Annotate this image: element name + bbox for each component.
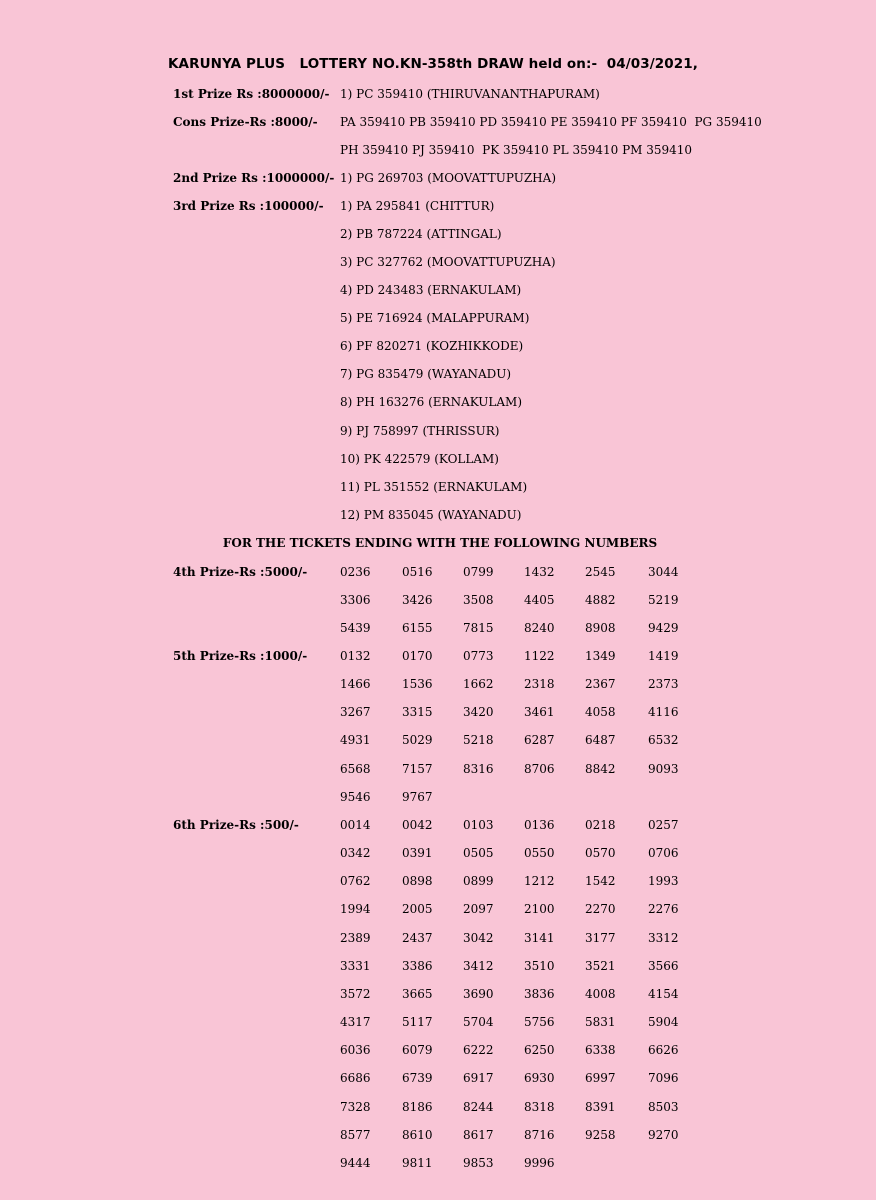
fourth-prize-label: 4th Prize-Rs :5000/- <box>173 565 308 579</box>
ticket-number: 1993 <box>648 874 679 889</box>
ticket-number: 8610 <box>402 1127 433 1142</box>
ticket-number: 2367 <box>585 677 616 692</box>
ticket-number: 3665 <box>402 986 433 1001</box>
third-prize-winner: 3) PC 327762 (MOOVATTUPUZHA) <box>340 255 556 269</box>
ticket-number: 9444 <box>340 1155 371 1170</box>
ticket-number: 2545 <box>585 565 616 579</box>
ticket-number: 3510 <box>524 958 555 973</box>
ticket-number: 2100 <box>524 902 555 917</box>
ticket-number: 8391 <box>585 1099 616 1114</box>
third-prize-winner: 1) PA 295841 (CHITTUR) <box>340 199 495 213</box>
ticket-number: 6287 <box>524 733 555 748</box>
ticket-number: 0042 <box>402 818 433 832</box>
ticket-number: 0899 <box>463 874 494 889</box>
ticket-number: 6532 <box>648 733 679 748</box>
ticket-number: 0391 <box>402 846 433 861</box>
ticket-number: 9767 <box>402 789 433 804</box>
ticket-number: 5117 <box>402 1015 433 1030</box>
ticket-number: 1542 <box>585 874 616 889</box>
ticket-number: 0342 <box>340 846 371 861</box>
ticket-number: 3420 <box>463 705 494 720</box>
ticket-number: 2318 <box>524 677 555 692</box>
ticket-number: 2373 <box>648 677 679 692</box>
ticket-number: 8908 <box>585 621 616 636</box>
ticket-number: 6626 <box>648 1043 679 1058</box>
ticket-number: 3042 <box>463 930 494 945</box>
ticket-number: 5904 <box>648 1015 679 1030</box>
ticket-number: 6930 <box>524 1071 555 1086</box>
ticket-number: 9546 <box>340 789 371 804</box>
ticket-number: 0762 <box>340 874 371 889</box>
third-prize-winner: 11) PL 351552 (ERNAKULAM) <box>340 480 528 494</box>
ticket-number: 9996 <box>524 1155 555 1170</box>
fifth-prize-label: 5th Prize-Rs :1000/- <box>173 649 308 663</box>
ticket-number: 5029 <box>402 733 433 748</box>
ticket-number: 6250 <box>524 1043 555 1058</box>
ticket-number: 5439 <box>340 621 371 636</box>
ticket-number: 6155 <box>402 621 433 636</box>
ticket-number: 5218 <box>463 733 494 748</box>
ticket-number: 0236 <box>340 565 371 579</box>
ticket-number: 3331 <box>340 958 371 973</box>
ticket-number: 6338 <box>585 1043 616 1058</box>
second-prize-label: 2nd Prize Rs :1000000/- <box>173 171 335 185</box>
ticket-number: 3315 <box>402 705 433 720</box>
ticket-number: 2276 <box>648 902 679 917</box>
ticket-number: 6487 <box>585 733 616 748</box>
ticket-number: 0898 <box>402 874 433 889</box>
ticket-number: 5704 <box>463 1015 494 1030</box>
ticket-number: 3044 <box>648 565 679 579</box>
ticket-number: 6917 <box>463 1071 494 1086</box>
ticket-number: 6222 <box>463 1043 494 1058</box>
ticket-number: 0706 <box>648 846 679 861</box>
ticket-number: 9093 <box>648 761 679 776</box>
third-prize-winner: 6) PF 820271 (KOZHIKKODE) <box>340 339 524 353</box>
ticket-number: 8842 <box>585 761 616 776</box>
sixth-prize-label: 6th Prize-Rs :500/- <box>173 818 299 832</box>
ticket-number: 3508 <box>463 593 494 608</box>
ticket-number: 6686 <box>340 1071 371 1086</box>
ticket-number: 2005 <box>402 902 433 917</box>
ticket-number: 5756 <box>524 1015 555 1030</box>
ticket-number: 4058 <box>585 705 616 720</box>
ticket-number: 1212 <box>524 874 555 889</box>
ticket-number: 8706 <box>524 761 555 776</box>
ticket-number: 1994 <box>340 902 371 917</box>
ticket-number: 3306 <box>340 593 371 608</box>
cons-prize-line: PH 359410 PJ 359410 PK 359410 PL 359410 PM 359410 <box>340 143 693 157</box>
ticket-number: 8244 <box>463 1099 494 1114</box>
ticket-number: 7157 <box>402 761 433 776</box>
ticket-number: 3836 <box>524 986 555 1001</box>
ticket-number: 3566 <box>648 958 679 973</box>
ticket-number: 0218 <box>585 818 616 832</box>
ticket-number: 4931 <box>340 733 371 748</box>
ticket-number: 3312 <box>648 930 679 945</box>
ticket-number: 8503 <box>648 1099 679 1114</box>
ticket-number: 4116 <box>648 705 679 720</box>
ticket-number: 0773 <box>463 649 494 663</box>
ticket-number: 0505 <box>463 846 494 861</box>
ticket-number: 6036 <box>340 1043 371 1058</box>
ticket-number: 2097 <box>463 902 494 917</box>
ticket-number: 4317 <box>340 1015 371 1030</box>
ticket-number: 8577 <box>340 1127 371 1142</box>
ticket-number: 8240 <box>524 621 555 636</box>
ticket-number: 1419 <box>648 649 679 663</box>
ticket-number: 6079 <box>402 1043 433 1058</box>
ticket-number: 9258 <box>585 1127 616 1142</box>
ticket-number: 0103 <box>463 818 494 832</box>
ticket-number: 4008 <box>585 986 616 1001</box>
third-prize-winner: 4) PD 243483 (ERNAKULAM) <box>340 283 522 297</box>
ticket-number: 9811 <box>402 1155 433 1170</box>
ticket-number: 3426 <box>402 593 433 608</box>
ticket-number: 3572 <box>340 986 371 1001</box>
ticket-number: 3412 <box>463 958 494 973</box>
ticket-number: 3521 <box>585 958 616 973</box>
ticket-number: 9853 <box>463 1155 494 1170</box>
ticket-number: 9429 <box>648 621 679 636</box>
ticket-number: 4882 <box>585 593 616 608</box>
second-prize-winner: 1) PG 269703 (MOOVATTUPUZHA) <box>340 171 556 185</box>
third-prize-winner: 10) PK 422579 (KOLLAM) <box>340 452 499 466</box>
ticket-number: 8318 <box>524 1099 555 1114</box>
ticket-number: 7096 <box>648 1071 679 1086</box>
ticket-number: 6568 <box>340 761 371 776</box>
ticket-number: 8316 <box>463 761 494 776</box>
ticket-number: 2389 <box>340 930 371 945</box>
ticket-number: 0799 <box>463 565 494 579</box>
ticket-number: 0014 <box>340 818 371 832</box>
ticket-number: 3386 <box>402 958 433 973</box>
ticket-number: 1466 <box>340 677 371 692</box>
ticket-number: 3141 <box>524 930 555 945</box>
ticket-number: 0570 <box>585 846 616 861</box>
third-prize-winner: 8) PH 163276 (ERNAKULAM) <box>340 395 523 409</box>
ticket-number: 1662 <box>463 677 494 692</box>
ticket-number: 8186 <box>402 1099 433 1114</box>
cons-prize-label: Cons Prize-Rs :8000/- <box>173 115 318 129</box>
ticket-number: 3690 <box>463 986 494 1001</box>
third-prize-winner: 12) PM 835045 (WAYANADU) <box>340 508 522 522</box>
ticket-number: 3461 <box>524 705 555 720</box>
ticket-number: 8716 <box>524 1127 555 1142</box>
ticket-number: 0550 <box>524 846 555 861</box>
ticket-number: 0257 <box>648 818 679 832</box>
page-title: KARUNYA PLUS LOTTERY NO.KN-358th DRAW held on:- 04/03/2021, <box>168 56 699 72</box>
ticket-number: 9270 <box>648 1127 679 1142</box>
ticket-number: 1349 <box>585 649 616 663</box>
ticket-number: 0136 <box>524 818 555 832</box>
ticket-number: 0516 <box>402 565 433 579</box>
first-prize-label: 1st Prize Rs :8000000/- <box>173 87 330 101</box>
ticket-number: 8617 <box>463 1127 494 1142</box>
ticket-number: 1432 <box>524 565 555 579</box>
ticket-number: 3177 <box>585 930 616 945</box>
ticket-number: 1122 <box>524 649 555 663</box>
ticket-number: 4154 <box>648 986 679 1001</box>
ending-numbers-heading: FOR THE TICKETS ENDING WITH THE FOLLOWING NUMBERS <box>222 536 658 550</box>
ticket-number: 3267 <box>340 705 371 720</box>
ticket-number: 7815 <box>463 621 494 636</box>
ticket-number: 1536 <box>402 677 433 692</box>
third-prize-winner: 5) PE 716924 (MALAPPURAM) <box>340 311 530 325</box>
ticket-number: 0132 <box>340 649 371 663</box>
ticket-number: 5831 <box>585 1015 616 1030</box>
third-prize-winner: 2) PB 787224 (ATTINGAL) <box>340 227 502 241</box>
third-prize-label: 3rd Prize Rs :100000/- <box>173 199 324 213</box>
third-prize-winner: 7) PG 835479 (WAYANADU) <box>340 367 512 381</box>
first-prize-winner: 1) PC 359410 (THIRUVANANTHAPURAM) <box>340 87 600 101</box>
ticket-number: 5219 <box>648 593 679 608</box>
cons-prize-line: PA 359410 PB 359410 PD 359410 PE 359410 PF 359410 PG 359410 <box>340 115 762 129</box>
ticket-number: 2270 <box>585 902 616 917</box>
ticket-number: 6997 <box>585 1071 616 1086</box>
third-prize-winner: 9) PJ 758997 (THRISSUR) <box>340 424 500 438</box>
ticket-number: 6739 <box>402 1071 433 1086</box>
ticket-number: 2437 <box>402 930 433 945</box>
ticket-number: 0170 <box>402 649 433 663</box>
ticket-number: 7328 <box>340 1099 371 1114</box>
ticket-number: 4405 <box>524 593 555 608</box>
